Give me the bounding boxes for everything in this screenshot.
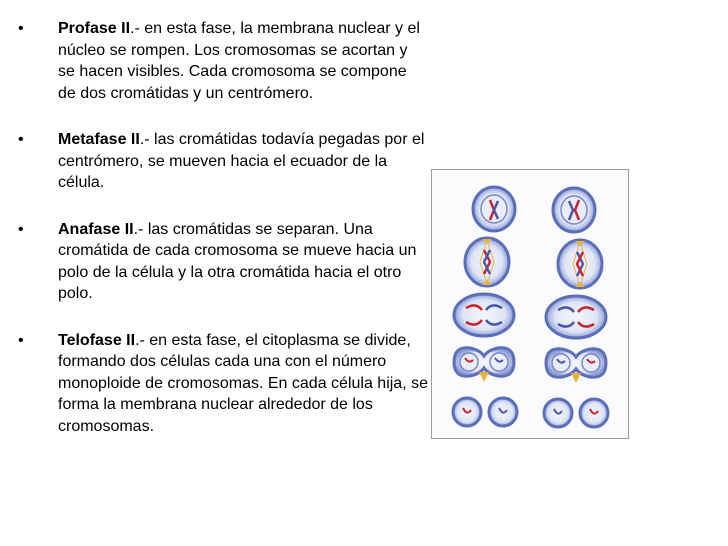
bullet-glyph: •	[18, 20, 24, 37]
metafase-term: Metafase II	[58, 131, 140, 148]
profase-cell-right	[553, 188, 595, 232]
anafase-cell-right	[546, 296, 606, 338]
profase-term: Profase II	[58, 20, 131, 37]
profase-cell-left	[473, 187, 515, 231]
telofase-cell-right	[546, 349, 606, 383]
profase-description: .- en esta fase, la membrana nuclear y el núcleo se rompen. Los cromosomas se acortan y se hacen visibles. Cada cromosoma se compone de dos cromátidas y un centrómero.	[58, 20, 420, 102]
metafase-text	[58, 129, 428, 194]
telofase-text	[58, 330, 428, 438]
anafase-cell-left	[454, 294, 514, 336]
bullet-glyph: •	[18, 131, 24, 148]
bullet-list	[18, 18, 436, 437]
telofase-description: .- en esta fase, el citoplasma se divide, formando dos células cada una con el número monoploide de cromosomas. En cada célula hija, se forma la membrana nuclear alrededor de los cromosomas.	[58, 331, 428, 435]
telofase-term: Telofase II	[58, 331, 136, 349]
daughter-cells	[453, 398, 608, 427]
bullet-glyph: •	[18, 220, 24, 238]
metafase-description: .- las cromátidas todavía pegadas por el centrómero, se mueven hacia el ecuador de la célula.	[58, 131, 425, 191]
meiosis-diagram	[432, 170, 628, 438]
anafase-term: Anafase II	[58, 220, 134, 238]
bullet-glyph: •	[18, 331, 24, 349]
anafase-description: .- las cromátidas se separan. Una cromátida de cada cromosoma se mueve hacia un polo de la célula y la otra cromátida hacia el otro polo.	[58, 220, 417, 302]
list-item-anafase	[18, 219, 436, 305]
meiosis-ii-illustration	[431, 169, 629, 439]
list-item-metafase	[18, 129, 436, 194]
anafase-text	[58, 219, 428, 305]
telofase-cell-left	[454, 348, 514, 382]
metafase-cell-right	[558, 240, 602, 288]
profase-text	[58, 18, 428, 104]
list-item-telofase	[18, 330, 436, 438]
metafase-cell-left	[465, 238, 509, 286]
list-item-profase	[18, 18, 436, 104]
